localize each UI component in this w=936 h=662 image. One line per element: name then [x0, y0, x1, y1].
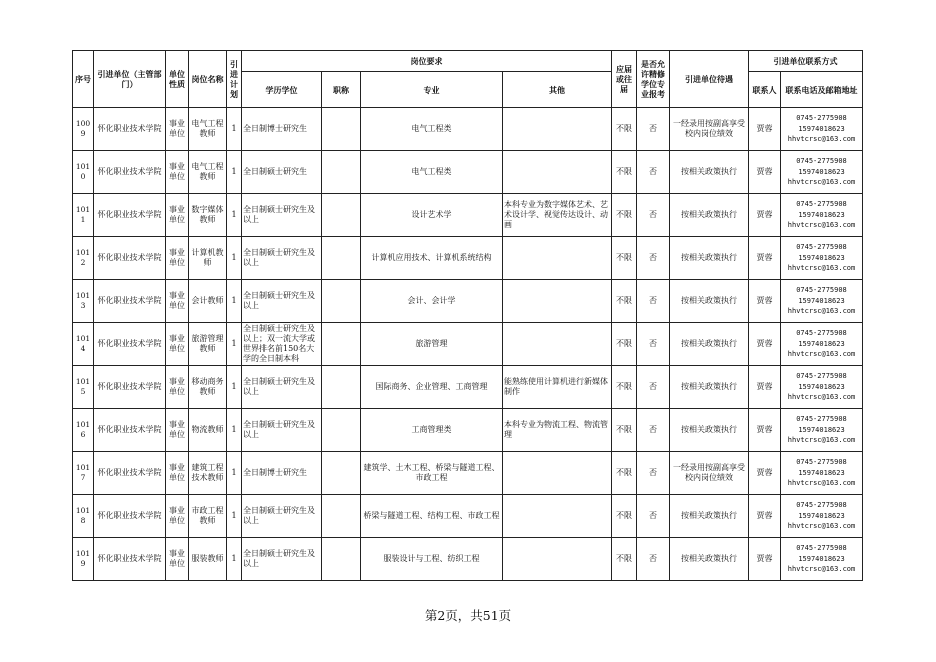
cell-major: 电气工程类 — [361, 108, 503, 151]
cell-major: 工商管理类 — [361, 409, 503, 452]
table-body — [73, 108, 863, 581]
cell-seq: 1018 — [73, 495, 94, 538]
cell-degree: 全日制博士研究生 — [242, 452, 322, 495]
cell-treatment: 按相关政策执行 — [670, 538, 749, 581]
cell-degree: 全日制硕士研究生及以上 — [242, 366, 322, 409]
cell-relaxed: 否 — [637, 538, 670, 581]
cell-contact-person: 贾蓉 — [749, 366, 781, 409]
cell-position: 建筑工程技术教师 — [189, 452, 227, 495]
header-requirements: 岗位要求 — [242, 51, 612, 72]
cell-plan: 1 — [227, 538, 242, 581]
contact-phone: 0745-2775908 — [796, 114, 847, 123]
cell-treatment: 按相关政策执行 — [670, 409, 749, 452]
cell-plan: 1 — [227, 280, 242, 323]
header-position: 岗位名称 — [189, 51, 227, 108]
cell-seq: 1019 — [73, 538, 94, 581]
contact-phone: 0745-2775908 — [796, 157, 847, 166]
cell-major: 桥梁与隧道工程、结构工程、市政工程 — [361, 495, 503, 538]
table-row — [73, 108, 863, 151]
table-row — [73, 409, 863, 452]
cell-nature: 事业单位 — [166, 280, 189, 323]
cell-contact-info — [781, 495, 863, 538]
cell-unit: 怀化职业技术学院 — [94, 452, 166, 495]
cell-position: 服装教师 — [189, 538, 227, 581]
cell-nature: 事业单位 — [166, 194, 189, 237]
header-treatment: 引进单位待遇 — [670, 51, 749, 108]
cell-nature: 事业单位 — [166, 366, 189, 409]
cell-title — [322, 280, 361, 323]
cell-title — [322, 194, 361, 237]
cell-relaxed: 否 — [637, 151, 670, 194]
cell-nature: 事业单位 — [166, 538, 189, 581]
cell-major: 设计艺术学 — [361, 194, 503, 237]
cell-seq: 1014 — [73, 323, 94, 366]
header-title: 职称 — [322, 72, 361, 108]
cell-contact-person: 贾蓉 — [749, 323, 781, 366]
cell-contact-person: 贾蓉 — [749, 495, 781, 538]
cell-position: 电气工程教师 — [189, 108, 227, 151]
cell-seq: 1016 — [73, 409, 94, 452]
cell-fresh: 不限 — [612, 151, 637, 194]
cell-seq: 1015 — [73, 366, 94, 409]
cell-position: 计算机教师 — [189, 237, 227, 280]
cell-seq: 1013 — [73, 280, 94, 323]
table-row — [73, 194, 863, 237]
cell-title — [322, 495, 361, 538]
header-major: 专业 — [361, 72, 503, 108]
cell-degree: 全日制硕士研究生及以上 — [242, 409, 322, 452]
cell-title — [322, 237, 361, 280]
contact-phone: 0745-2775908 — [796, 372, 847, 381]
cell-contact-person: 贾蓉 — [749, 108, 781, 151]
cell-title — [322, 409, 361, 452]
table-row — [73, 452, 863, 495]
cell-unit: 怀化职业技术学院 — [94, 538, 166, 581]
cell-other — [503, 452, 612, 495]
cell-unit: 怀化职业技术学院 — [94, 323, 166, 366]
cell-seq: 1010 — [73, 151, 94, 194]
header-plan: 引进计划 — [227, 51, 242, 108]
cell-unit: 怀化职业技术学院 — [94, 108, 166, 151]
cell-plan: 1 — [227, 151, 242, 194]
contact-mobile: 15974018623 — [798, 425, 845, 434]
contact-email: hhvtcrsc@163.com — [787, 565, 856, 574]
contact-phone: 0745-2775908 — [796, 501, 847, 510]
cell-title — [322, 366, 361, 409]
cell-other — [503, 108, 612, 151]
page-footer: 第2页，共51页 — [424, 608, 512, 623]
cell-relaxed: 否 — [637, 366, 670, 409]
cell-unit: 怀化职业技术学院 — [94, 194, 166, 237]
contact-phone: 0745-2775908 — [796, 458, 847, 467]
cell-other — [503, 280, 612, 323]
cell-treatment: 按相关政策执行 — [670, 151, 749, 194]
cell-contact-info — [781, 194, 863, 237]
cell-fresh: 不限 — [612, 452, 637, 495]
cell-fresh: 不限 — [612, 323, 637, 366]
table-row — [73, 495, 863, 538]
cell-other — [503, 323, 612, 366]
contact-email: hhvtcrsc@163.com — [787, 436, 856, 445]
header-seq: 序号 — [73, 51, 94, 108]
cell-contact-info — [781, 237, 863, 280]
cell-fresh: 不限 — [612, 108, 637, 151]
cell-relaxed: 否 — [637, 194, 670, 237]
header-unit: 引进单位（主管部门） — [94, 51, 166, 108]
cell-contact-person: 贾蓉 — [749, 194, 781, 237]
cell-major: 建筑学、土木工程、桥梁与隧道工程、市政工程 — [361, 452, 503, 495]
contact-mobile: 15974018623 — [798, 253, 845, 262]
cell-fresh: 不限 — [612, 538, 637, 581]
cell-degree: 全日制硕士研究生及以上 — [242, 194, 322, 237]
cell-degree: 全日制硕士研究生及以上 — [242, 538, 322, 581]
contact-email: hhvtcrsc@163.com — [787, 178, 856, 187]
contact-email: hhvtcrsc@163.com — [787, 479, 856, 488]
cell-nature: 事业单位 — [166, 151, 189, 194]
cell-contact-person: 贾蓉 — [749, 151, 781, 194]
contact-email: hhvtcrsc@163.com — [787, 264, 856, 273]
cell-contact-person: 贾蓉 — [749, 452, 781, 495]
contact-phone: 0745-2775908 — [796, 415, 847, 424]
cell-major: 会计、会计学 — [361, 280, 503, 323]
cell-unit: 怀化职业技术学院 — [94, 366, 166, 409]
cell-plan: 1 — [227, 366, 242, 409]
cell-position: 移动商务教师 — [189, 366, 227, 409]
cell-unit: 怀化职业技术学院 — [94, 409, 166, 452]
cell-fresh: 不限 — [612, 237, 637, 280]
cell-nature: 事业单位 — [166, 108, 189, 151]
cell-plan: 1 — [227, 237, 242, 280]
cell-nature: 事业单位 — [166, 409, 189, 452]
contact-phone: 0745-2775908 — [796, 286, 847, 295]
cell-unit: 怀化职业技术学院 — [94, 151, 166, 194]
table-row — [73, 366, 863, 409]
cell-degree: 全日制硕士研究生及以上 — [242, 280, 322, 323]
contact-email: hhvtcrsc@163.com — [787, 307, 856, 316]
header-degree: 学历学位 — [242, 72, 322, 108]
cell-contact-info — [781, 452, 863, 495]
cell-relaxed: 否 — [637, 452, 670, 495]
header-nature: 单位性质 — [166, 51, 189, 108]
cell-degree: 全日制硕士研究生及以上；双一流大学或世界排名前150名大学的全日制本科 — [242, 323, 322, 366]
contact-mobile: 15974018623 — [798, 167, 845, 176]
cell-contact-person: 贾蓉 — [749, 538, 781, 581]
cell-title — [322, 323, 361, 366]
cell-treatment: 一经录用按副高享受校内岗位绩效 — [670, 452, 749, 495]
cell-seq: 1012 — [73, 237, 94, 280]
cell-treatment: 按相关政策执行 — [670, 366, 749, 409]
cell-plan: 1 — [227, 108, 242, 151]
cell-contact-info — [781, 108, 863, 151]
contact-mobile: 15974018623 — [798, 382, 845, 391]
cell-treatment: 按相关政策执行 — [670, 194, 749, 237]
table-row — [73, 538, 863, 581]
cell-plan: 1 — [227, 495, 242, 538]
contact-mobile: 15974018623 — [798, 339, 845, 348]
cell-degree: 全日制硕士研究生 — [242, 151, 322, 194]
cell-relaxed: 否 — [637, 323, 670, 366]
header-other: 其他 — [503, 72, 612, 108]
cell-other: 本科专业为物流工程、物流管理 — [503, 409, 612, 452]
cell-position: 旅游管理教师 — [189, 323, 227, 366]
contact-phone: 0745-2775908 — [796, 243, 847, 252]
cell-nature: 事业单位 — [166, 452, 189, 495]
cell-nature: 事业单位 — [166, 323, 189, 366]
cell-relaxed: 否 — [637, 237, 670, 280]
cell-major: 电气工程类 — [361, 151, 503, 194]
cell-plan: 1 — [227, 452, 242, 495]
contact-mobile: 15974018623 — [798, 124, 845, 133]
cell-position: 会计教师 — [189, 280, 227, 323]
cell-contact-info — [781, 151, 863, 194]
contact-email: hhvtcrsc@163.com — [787, 522, 856, 531]
cell-major: 旅游管理 — [361, 323, 503, 366]
cell-treatment: 按相关政策执行 — [670, 237, 749, 280]
cell-nature: 事业单位 — [166, 237, 189, 280]
cell-plan: 1 — [227, 409, 242, 452]
contact-phone: 0745-2775908 — [796, 544, 847, 553]
cell-other: 本科专业为数字媒体艺术、艺术设计学、视觉传达设计、动画 — [503, 194, 612, 237]
cell-fresh: 不限 — [612, 495, 637, 538]
table-row — [73, 280, 863, 323]
cell-contact-info — [781, 538, 863, 581]
cell-other — [503, 237, 612, 280]
cell-major: 国际商务、企业管理、工商管理 — [361, 366, 503, 409]
cell-fresh: 不限 — [612, 280, 637, 323]
contact-mobile: 15974018623 — [798, 511, 845, 520]
cell-unit: 怀化职业技术学院 — [94, 280, 166, 323]
cell-nature: 事业单位 — [166, 495, 189, 538]
contact-email: hhvtcrsc@163.com — [787, 350, 856, 359]
cell-treatment: 按相关政策执行 — [670, 495, 749, 538]
contact-email: hhvtcrsc@163.com — [787, 221, 856, 230]
cell-position: 市政工程教师 — [189, 495, 227, 538]
cell-fresh: 不限 — [612, 366, 637, 409]
cell-degree: 全日制博士研究生 — [242, 108, 322, 151]
contact-phone: 0745-2775908 — [796, 200, 847, 209]
cell-plan: 1 — [227, 194, 242, 237]
cell-other — [503, 538, 612, 581]
cell-other — [503, 151, 612, 194]
cell-contact-info — [781, 366, 863, 409]
header-contact-person: 联系人 — [749, 72, 781, 108]
cell-title — [322, 452, 361, 495]
cell-contact-person: 贾蓉 — [749, 237, 781, 280]
header-relaxed: 是否允许精修学位专业报考 — [637, 51, 670, 108]
contact-phone: 0745-2775908 — [796, 329, 847, 338]
cell-relaxed: 否 — [637, 280, 670, 323]
header-fresh: 应届或往届 — [612, 51, 637, 108]
cell-title — [322, 151, 361, 194]
cell-contact-person: 贾蓉 — [749, 409, 781, 452]
cell-contact-info — [781, 409, 863, 452]
cell-title — [322, 108, 361, 151]
cell-contact-info — [781, 323, 863, 366]
cell-major: 服装设计与工程、纺织工程 — [361, 538, 503, 581]
cell-treatment: 按相关政策执行 — [670, 280, 749, 323]
cell-treatment: 按相关政策执行 — [670, 323, 749, 366]
contact-email: hhvtcrsc@163.com — [787, 393, 856, 402]
cell-treatment: 一经录用按副高享受校内岗位绩效 — [670, 108, 749, 151]
cell-other — [503, 495, 612, 538]
header-contact-info: 联系电话及邮箱地址 — [781, 72, 863, 108]
cell-unit: 怀化职业技术学院 — [94, 237, 166, 280]
cell-relaxed: 否 — [637, 495, 670, 538]
cell-seq: 1017 — [73, 452, 94, 495]
cell-major: 计算机应用技术、计算机系统结构 — [361, 237, 503, 280]
cell-contact-person: 贾蓉 — [749, 280, 781, 323]
cell-position: 数字媒体教师 — [189, 194, 227, 237]
cell-seq: 1009 — [73, 108, 94, 151]
cell-relaxed: 否 — [637, 409, 670, 452]
table-row — [73, 237, 863, 280]
table-row — [73, 323, 863, 366]
cell-relaxed: 否 — [637, 108, 670, 151]
contact-mobile: 15974018623 — [798, 210, 845, 219]
cell-degree: 全日制硕士研究生及以上 — [242, 495, 322, 538]
cell-position: 物流教师 — [189, 409, 227, 452]
contact-mobile: 15974018623 — [798, 296, 845, 305]
cell-fresh: 不限 — [612, 409, 637, 452]
contact-mobile: 15974018623 — [798, 468, 845, 477]
contact-mobile: 15974018623 — [798, 554, 845, 563]
contact-email: hhvtcrsc@163.com — [787, 135, 856, 144]
table-row — [73, 151, 863, 194]
cell-fresh: 不限 — [612, 194, 637, 237]
cell-title — [322, 538, 361, 581]
cell-degree: 全日制硕士研究生及以上 — [242, 237, 322, 280]
recruitment-table — [72, 50, 863, 581]
cell-seq: 1011 — [73, 194, 94, 237]
cell-position: 电气工程教师 — [189, 151, 227, 194]
cell-other: 能熟练使用计算机进行新媒体制作 — [503, 366, 612, 409]
cell-plan: 1 — [227, 323, 242, 366]
header-contact-group: 引进单位联系方式 — [749, 51, 863, 72]
cell-unit: 怀化职业技术学院 — [94, 495, 166, 538]
cell-contact-info — [781, 280, 863, 323]
